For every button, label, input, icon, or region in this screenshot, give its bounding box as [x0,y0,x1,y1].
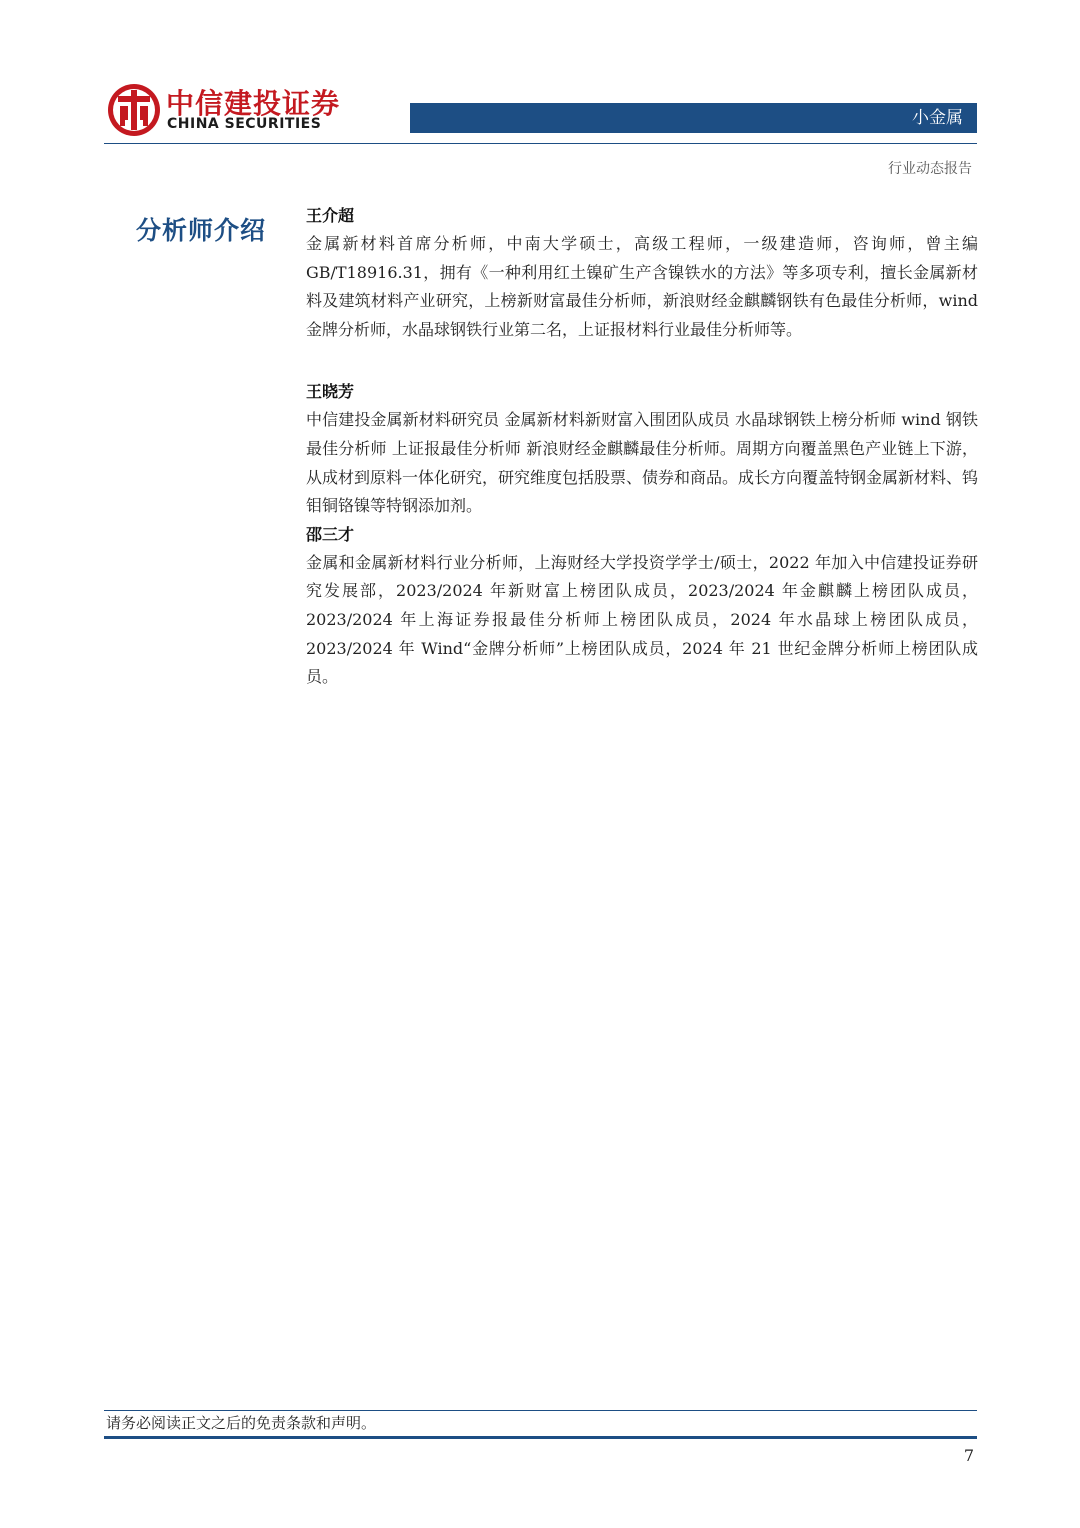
analyst-bio: 中信建投金属新材料研究员 金属新材料新财富入围团队成员 水晶球钢铁上榜分析师 wind 钢铁最佳分析师 上证报最佳分析师 新浪财经金麒麟最佳分析师。周期方向覆盖黑色产业链上下游，从成材到原料一体化研究，研究维度包括股票、债券和商品。成长方向覆盖特钢金属新材料、钨钼铜铬镍等特钢添加剂。 [306,410,979,516]
analyst-bio: 金属新材料首席分析师，中南大学硕士，高级工程师，一级建造师，咨询师，曾主编GB/T18916.31，拥有《一种利用红土镍矿生产含镍铁水的方法》等多项专利，擅长金属新材料及建筑材料产业研究，上榜新财富最佳分析师，新浪财经金麒麟钢铁有色最佳分析师，wind 金牌分析师，水晶球钢铁行业第二名，上证报材料行业最佳分析师等。 [306,234,978,339]
spacer [306,344,978,378]
china-securities-emblem-icon [106,82,162,138]
analyst-entry [306,521,978,692]
company-logo [106,82,346,140]
logo-english-name: CHINA SECURITIES [167,116,322,132]
analyst-name: 王晓芳 [306,382,355,402]
analyst-entry [306,202,978,344]
footer-thick-divider [104,1436,977,1439]
analyst-name: 王介超 [306,206,355,225]
analyst-name: 邵三才 [306,524,355,544]
analyst-bio: 金属和金属新材料行业分析师，上海财经大学投资学学士/硕士，2022 年加入中信建投证券研究发展部，2023/2024 年新财富上榜团队成员，2023/2024 年金麒麟上榜团队成员，2023/2024 年上海证券报最佳分析师上榜团队成员，2024 年水晶球上榜团队成员，2023/2024 年 Wind“金牌分析师”上榜团队成员，2024 年 21 世纪金牌分析师上榜团队成员。 [306,552,978,687]
analyst-entry [306,378,978,520]
analyst-list [306,202,978,692]
footer-divider [104,1410,977,1411]
section-title: 分析师介绍 [136,216,267,245]
logo-chinese-name: 中信建投证券 [166,87,341,120]
header-divider [104,143,977,144]
industry-category-banner [410,103,977,133]
report-type-label: 行业动态报告 [888,161,972,177]
disclaimer-notice: 请务必阅读正文之后的免责条款和声明。 [106,1414,377,1432]
industry-category-label: 小金属 [912,108,963,128]
page-number: 7 [963,1446,974,1465]
